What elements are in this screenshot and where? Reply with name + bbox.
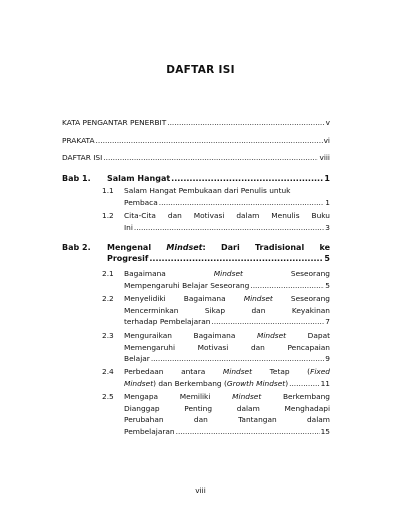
section-title-part: Menguraikan Bagaimana bbox=[124, 331, 236, 340]
section-title-line: Perubahan dan Tantangan dalam bbox=[124, 415, 330, 424]
leader-dots bbox=[159, 197, 325, 209]
leader-dots bbox=[171, 173, 323, 184]
section-title-part: Tetap ( bbox=[269, 367, 311, 376]
section-title-line bbox=[124, 366, 330, 378]
section-page: 9 bbox=[325, 354, 330, 363]
chapter-title-italic: Mindset bbox=[166, 243, 203, 252]
leader-dots bbox=[176, 426, 320, 438]
section-title-line: Mempengaruhi Belajar Seseorang bbox=[124, 280, 250, 290]
section-title-part: ) dan Berkembang ( bbox=[153, 378, 227, 388]
page-title: DAFTAR ISI bbox=[166, 64, 235, 76]
chapter-title-part: : Dari Tradisional ke bbox=[202, 243, 330, 252]
section-title-part: Seseorang bbox=[290, 269, 330, 278]
toc-entry-page: v bbox=[325, 118, 330, 127]
section-title-line bbox=[124, 293, 330, 305]
section-title-part: ) bbox=[285, 378, 289, 388]
chapter-page: 5 bbox=[324, 254, 330, 263]
section-title-line bbox=[124, 391, 330, 403]
leader-dots bbox=[250, 280, 324, 292]
section-title-line: Cita-Cita dan Motivasi dalam Menulis Buku bbox=[124, 211, 330, 220]
chapter-page: 1 bbox=[324, 174, 330, 183]
section-number: 2.2 bbox=[102, 294, 114, 303]
section-title-line: Dianggap Penting dalam Menghadapi bbox=[124, 403, 330, 413]
section-title-italic: Mindset bbox=[213, 269, 243, 278]
toc-entry-page: viii bbox=[319, 153, 330, 162]
section-title-italic: Fixed bbox=[310, 367, 330, 376]
page-number-footer: viii bbox=[195, 486, 206, 495]
toc-entry-prakata[interactable] bbox=[62, 136, 330, 145]
section-title-line: Belajar bbox=[124, 354, 150, 363]
section-title-italic: Growth Mindset bbox=[226, 378, 286, 388]
section-page: 15 bbox=[320, 426, 330, 436]
section-page: 1 bbox=[325, 197, 330, 207]
section-title-line: terhadap Pembelajaran bbox=[124, 317, 211, 326]
toc-chapter-2[interactable] bbox=[62, 242, 330, 266]
section-title-line: Ini bbox=[124, 222, 133, 232]
section-number: 2.1 bbox=[102, 269, 114, 278]
section-title-line: Pembelajaran bbox=[124, 426, 175, 436]
toc-entry-label: PRAKATA bbox=[62, 136, 95, 145]
section-number: 2.3 bbox=[102, 331, 114, 340]
section-title-italic: Mindset bbox=[256, 331, 287, 340]
section-title-part: Berkembang bbox=[282, 392, 330, 401]
leader-dots bbox=[96, 136, 323, 145]
leader-dots bbox=[149, 253, 323, 264]
chapter-number: Bab 2. bbox=[62, 243, 91, 252]
leader-dots bbox=[289, 378, 319, 390]
leader-dots bbox=[134, 222, 324, 234]
chapter-title-line: Progresif bbox=[107, 254, 149, 263]
toc-entry-daftar-isi[interactable] bbox=[62, 153, 330, 162]
section-title-line: Pembaca bbox=[124, 197, 158, 207]
chapter-title: Salam Hangat bbox=[107, 174, 171, 183]
section-title-line bbox=[124, 330, 330, 342]
section-title-line: Salam Hangat Pembukaan dari Penulis untuk bbox=[124, 186, 291, 195]
section-title-italic: Mindset bbox=[222, 367, 253, 376]
chapter-number: Bab 1. bbox=[62, 174, 91, 183]
section-title-part: Seseorang bbox=[290, 294, 330, 303]
section-page: 7 bbox=[325, 317, 330, 326]
leader-dots bbox=[167, 118, 324, 127]
section-number: 2.4 bbox=[102, 367, 114, 376]
section-title-italic: Mindset bbox=[124, 378, 154, 388]
chapter-title-part: Mengenal bbox=[107, 243, 152, 252]
section-title-line: Mencerminkan Sikap dan Keyakinan bbox=[124, 305, 330, 315]
leader-dots bbox=[211, 316, 324, 328]
section-title-part: Mengapa Memiliki bbox=[124, 392, 211, 401]
section-title-part: Perbedaan antara bbox=[124, 367, 206, 376]
section-title-part: Dapat bbox=[307, 331, 330, 340]
toc-entry-label: KATA PENGANTAR PENERBIT bbox=[62, 118, 167, 127]
section-title-line: Memengaruhi Motivasi dan Pencapaian bbox=[124, 342, 330, 352]
section-page: 11 bbox=[320, 378, 330, 388]
chapter-title-line bbox=[107, 242, 330, 253]
section-number: 1.2 bbox=[102, 211, 114, 220]
toc-entry-label: DAFTAR ISI bbox=[62, 153, 103, 162]
section-page: 3 bbox=[325, 222, 330, 232]
section-title-line bbox=[124, 268, 330, 280]
toc-entry-kata-pengantar[interactable] bbox=[62, 118, 330, 127]
leader-dots bbox=[151, 353, 324, 365]
leader-dots bbox=[103, 153, 318, 162]
section-title-part: Menyelidiki Bagaimana bbox=[124, 294, 226, 303]
section-title-italic: Mindset bbox=[232, 392, 262, 401]
section-title-part: Bagaimana bbox=[124, 269, 166, 278]
section-number: 2.5 bbox=[102, 392, 114, 401]
section-number: 1.1 bbox=[102, 186, 114, 195]
section-page: 5 bbox=[325, 280, 330, 290]
section-title-italic: Mindset bbox=[243, 294, 273, 303]
toc-entry-page: vi bbox=[323, 136, 330, 145]
section-title-line bbox=[124, 378, 288, 390]
